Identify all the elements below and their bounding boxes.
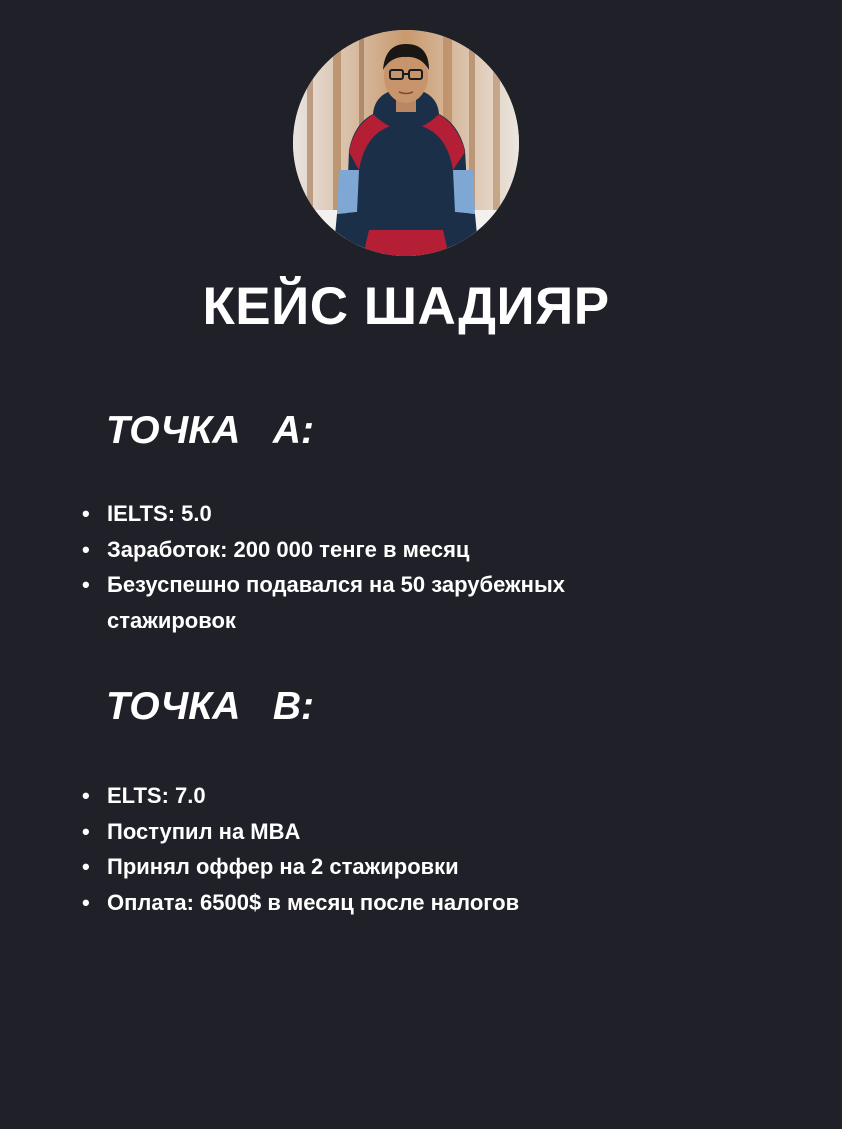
case-title: КЕЙС ШАДИЯР [202, 277, 610, 336]
list-item: • Оплата: 6500$ в месяц после налогов [80, 885, 680, 921]
list-item: • IELTS: 5.0 [80, 496, 640, 532]
point-b-heading: ТОЧКА В: [106, 685, 315, 728]
point-b-list [80, 778, 680, 920]
profile-photo-illustration [293, 30, 519, 256]
list-item: • Безуспешно подавался на 50 зарубежных стажировок [80, 567, 640, 638]
point-a-list [80, 496, 640, 638]
list-item: • Заработок: 200 000 тенге в месяц [80, 532, 640, 568]
list-item: • Поступил на MBA [80, 814, 680, 850]
list-item: • Принял оффер на 2 стажировки [80, 849, 680, 885]
profile-photo [293, 30, 519, 256]
list-item: • ELTS: 7.0 [80, 778, 680, 814]
point-a-heading: ТОЧКА А: [106, 409, 315, 452]
